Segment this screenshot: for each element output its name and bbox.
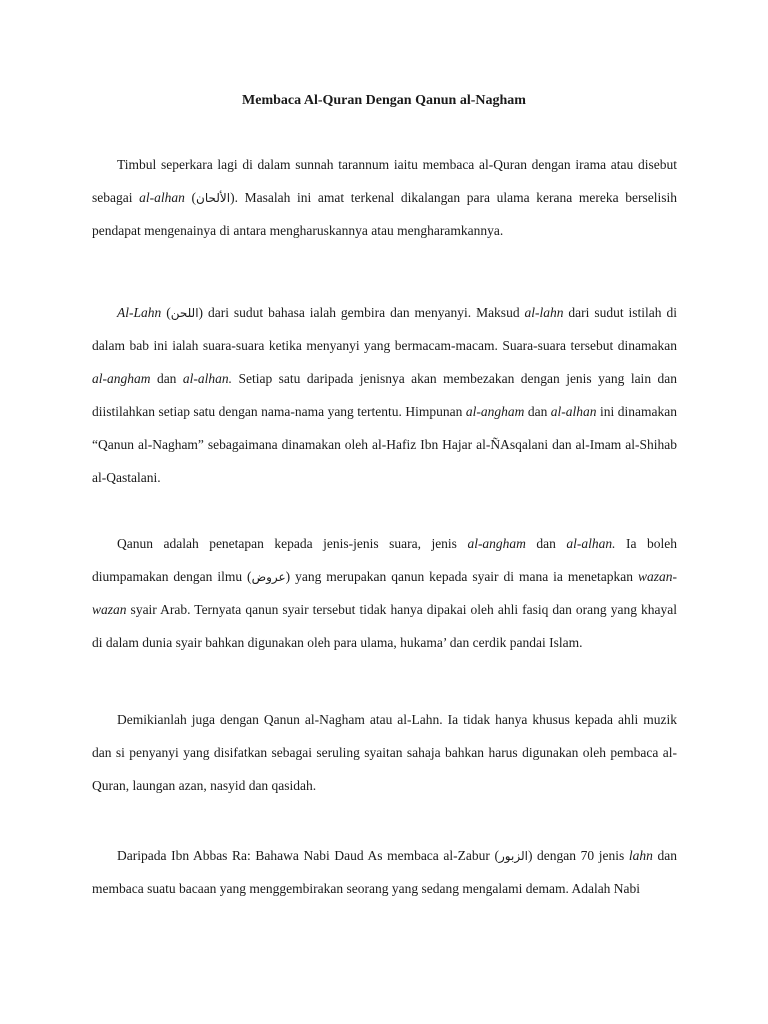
text-run: Qanun adalah penetapan kepada jenis-jenis suara, jenis <box>117 536 468 551</box>
italic-term: Al-Lahn <box>117 305 162 320</box>
arabic-term: الزبور <box>499 849 528 863</box>
text-run: Ia boleh diumpamakan dengan ilmu ( <box>92 536 678 584</box>
text-run: dan membaca suatu bacaan yang menggembirakan seorang yang sedang mengalami demam. Adalah Nabi <box>92 848 678 896</box>
italic-term: al-alhan <box>139 189 185 205</box>
arabic-term: اللحن <box>170 306 199 320</box>
text-run: dan <box>525 536 567 551</box>
text-run: ) dari sudut bahasa ialah gembira dan menyanyi. Maksud <box>198 305 525 320</box>
paragraph-1 <box>92 149 677 248</box>
text-run: ( <box>184 189 197 205</box>
italic-term: al-angham <box>465 403 525 419</box>
paragraph-2 <box>92 297 677 495</box>
paragraph-4 <box>92 704 677 803</box>
arabic-term: الألحان <box>196 190 231 205</box>
italic-term: al-alhan. <box>566 536 616 551</box>
text-run: ) yang merupakan qanun kepada syair di mana ia menetapkan <box>285 568 638 584</box>
text-run: ( <box>161 305 171 320</box>
italic-term: al-alhan. <box>182 370 233 386</box>
page-title: Membaca Al-Quran Dengan Qanun al-Nagham <box>242 93 526 108</box>
text-run: syair Arab. Ternyata qanun syair tersebut tidak hanya dipakai oleh ahli fasiq dan orang yang khayal di dalam dunia syair bahkan digunakan oleh para ulama, hukama’ dan cerdik pandai Islam. <box>92 601 677 650</box>
italic-term: al-alhan <box>550 403 597 419</box>
italic-term: al-angham <box>467 536 526 551</box>
italic-term: lahn <box>628 848 653 863</box>
arabic-term: عروض <box>251 569 286 584</box>
paragraph-3 <box>92 528 677 660</box>
text-run: ) dengan 70 jenis <box>527 848 629 863</box>
text-run: ). Masalah ini amat terkenal dikalangan para ulama kerana mereka berselisih pendapat mengenainya di antara mengharuskannya atau mengharamkannya. <box>92 189 678 238</box>
paragraph-5 <box>92 840 677 906</box>
text-run: Daripada Ibn Abbas Ra: Bahawa Nabi Daud As membaca al-Zabur ( <box>117 848 499 863</box>
text-run: Timbul seperkara lagi di dalam sunnah tarannum iaitu membaca al-Quran dengan irama atau disebut sebagai <box>92 157 677 205</box>
text-run: Setiap satu daripada jenisnya akan membezakan dengan jenis yang lain dan diistilahkan setiap satu dengan nama-nama yang tertentu. Himpunan <box>92 370 677 419</box>
italic-term: al-angham <box>92 370 151 386</box>
text-run: dan <box>150 370 183 386</box>
italic-term: wazan-wazan <box>92 568 677 617</box>
text-run: dari sudut istilah di dalam bab ini ialah suara-suara ketika menyanyi yang bermacam-macam. Suara-suara tersebut dinamakan <box>92 305 677 353</box>
text-run: dan <box>524 403 551 419</box>
italic-term: al-lahn <box>524 305 564 320</box>
text-run: ini dinamakan “Qanun al-Nagham” sebagaimana dinamakan oleh al-Hafiz Ibn Hajar al-ÑAsqalani dan al-Imam al-Shihab al-Qastalani. <box>92 403 677 485</box>
text-run: Demikianlah juga dengan Qanun al-Nagham atau al-Lahn. Ia tidak hanya khusus kepada ahli muzik dan si penyanyi yang disifatkan sebagai seruling syaitan sahaja bahkan harus digunakan oleh pembaca al-Quran, laungan azan, nasyid dan qasidah. <box>92 712 677 793</box>
